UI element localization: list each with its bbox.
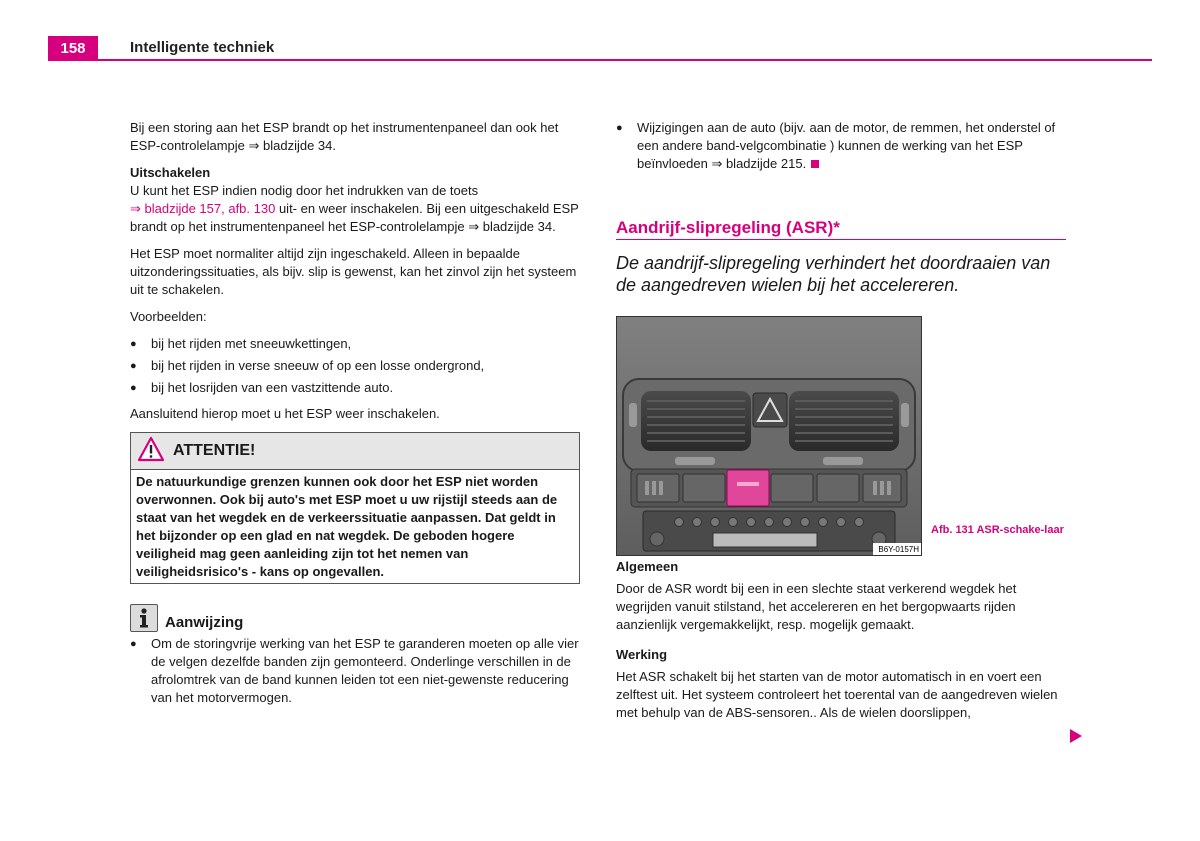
- list-item: ● bij het rijden in verse sneeuw of op een losse ondergrond,: [130, 357, 580, 375]
- list-item: ● bij het losrijden van een vastzittende auto.: [130, 379, 580, 397]
- chapter-title: Intelligente techniek: [130, 39, 275, 56]
- left-column: [130, 119, 580, 711]
- end-marker-icon: [811, 160, 819, 168]
- warning-title: ATTENTIE!: [173, 442, 256, 459]
- note-title: Aanwijzing: [165, 614, 244, 631]
- werking-paragraph: Het ASR schakelt bij het starten van de motor automatisch in en voert een zelftest uit. Het systeem controleert het toerental van de aangedreven wielen met behulp van de ABS-sensoren.. Als de wielen doorslippen,: [616, 669, 1058, 720]
- uitschakelen-heading: Uitschakelen: [130, 165, 211, 180]
- voorbeelden-list: [130, 335, 580, 397]
- algemeen-paragraph: Door de ASR wordt bij een in een slechte staat verkerend wegdek het wegrijden vanuit stilstand, het accelereren en het bergopwaarts rijden aanzienlijk vergemakkelijkt, resp. mogelijk gemaakt.: [616, 581, 1017, 632]
- list-item: ● bij het rijden met sneeuwkettingen,: [130, 335, 580, 353]
- esp-normaal-paragraph: Het ESP moet normaliter altijd zijn ingeschakeld. Alleen in bepaalde uitzonderingssituaties, als bijv. slip is gewenst, kan het zinvol zijn het systeem uit te schakelen.: [130, 246, 577, 297]
- info-icon: [130, 604, 158, 632]
- right-column: [616, 119, 1068, 731]
- warning-triangle-icon: [137, 436, 165, 467]
- next-page-arrow-icon: [1070, 729, 1082, 748]
- asr-intro: De aandrijf-slipregeling verhindert het doordraaien van de aangedreven wielen bij het accelereren.: [616, 253, 1051, 295]
- uitschakelen-paragraph: U kunt het ESP indien nodig door het indrukken van de toets ⇒ bladzijde 157, afb. 130 uit- en weer inschakelen. Bij een uitgeschakeld ESP brandt op het instrumentenpaneel het ESP-controlelampje ⇒ bladzijde 34.: [130, 183, 579, 234]
- figure-container: [616, 316, 1068, 556]
- page-reference-link[interactable]: ⇒ bladzijde 157, afb. 130: [130, 201, 276, 216]
- list-item: ● Wijzigingen aan de auto (bijv. aan de motor, de remmen, het onderstel of een andere band-velgcombinatie ) kunnen de werking van het ESP beïnvloeden ⇒ bladzijde 215.: [616, 119, 1068, 173]
- warning-text: De natuurkundige grenzen kunnen ook door het ESP niet worden overwonnen. Ook bij auto's met ESP moet u uw rijstijl steeds aan de staat van het wegdek en de verkeerssituatie aanpassen. Dat geldt in het bijzonder op een glad en nat wegdek. De geboden hogere veiligheid mag geen aanleiding zijn tot het nemen van veiligheidsrisico's - kans op ongevallen.: [136, 474, 558, 579]
- warning-header: [131, 433, 579, 470]
- list-item: ● Om de storingvrije werking van het ESP te garanderen moeten op alle vier de velgen dezelfde banden zijn gemonteerd. Onderlinge verschillen in de afrolomtrek van de band kunnen leiden tot een niet-gewenste reducering van het motorvermogen.: [130, 635, 580, 707]
- note-body: [130, 635, 580, 707]
- werking-heading: Werking: [616, 647, 668, 662]
- header-rule: [48, 59, 1152, 61]
- voorbeelden-label: Voorbeelden:: [130, 309, 207, 324]
- warning-box: [130, 432, 580, 584]
- section-heading-asr: Aandrijf-slipregeling (ASR)*: [616, 219, 1066, 240]
- algemeen-heading: Algemeen: [616, 559, 679, 574]
- page-number: 158: [48, 36, 98, 60]
- asr-switch-figure: [616, 316, 922, 556]
- esp-storing-paragraph: Bij een storing aan het ESP brandt op het instrumentenpaneel dan ook het ESP-controlelampje ⇒ bladzijde 34.: [130, 120, 559, 153]
- figure-code: B6Y-0157H: [878, 545, 919, 554]
- figure-caption: Afb. 131 ASR-schake-laar: [931, 524, 1064, 536]
- inschakelen-paragraph: Aansluitend hierop moet u het ESP weer inschakelen.: [130, 406, 440, 421]
- note-header: [130, 604, 580, 632]
